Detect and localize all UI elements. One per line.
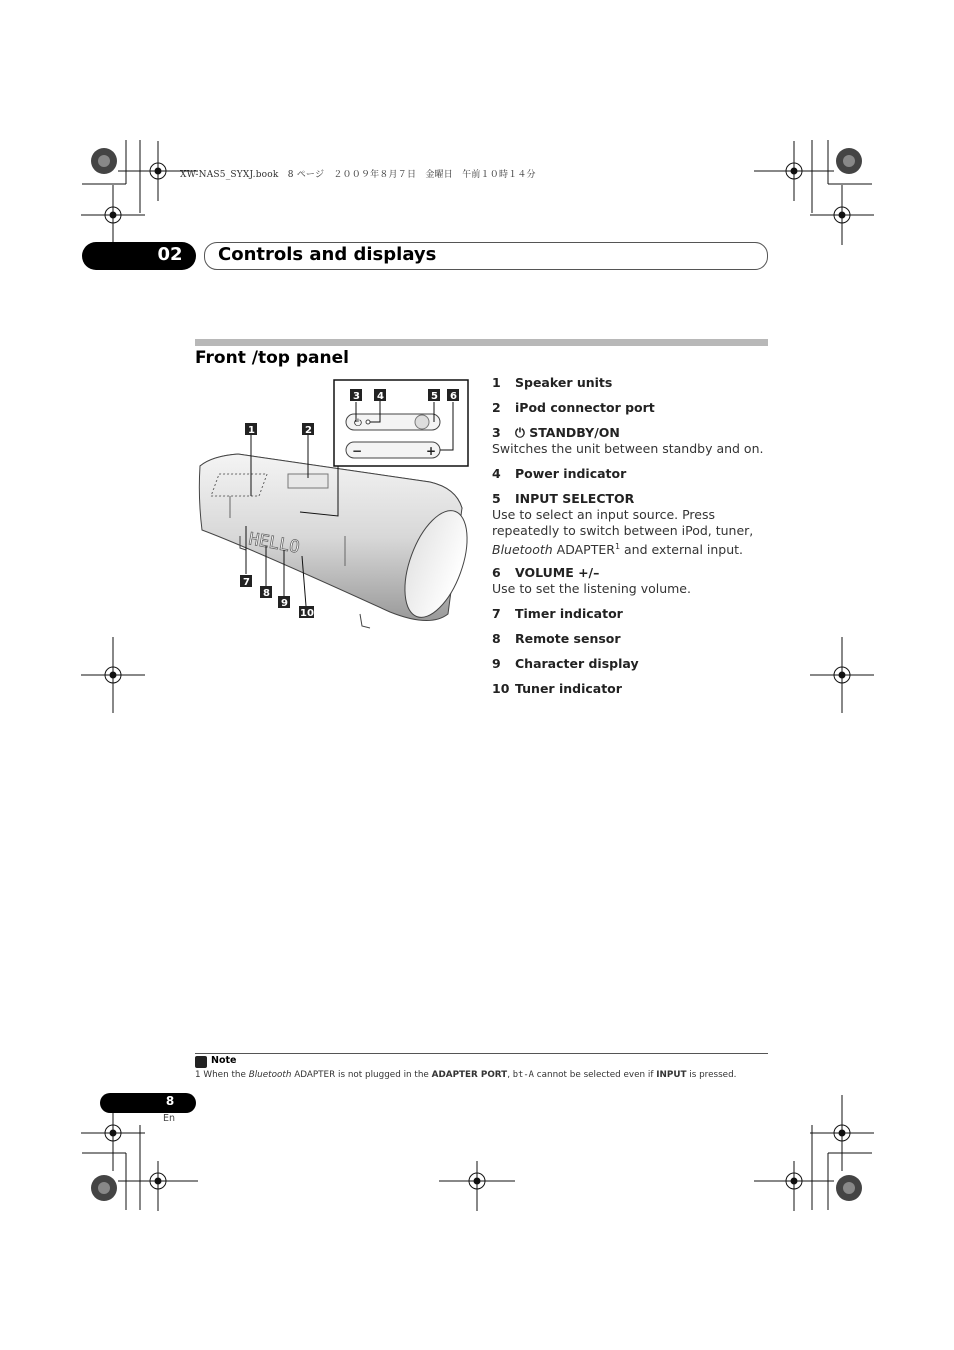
input-selector-inset[interactable]	[415, 415, 429, 429]
section-divider	[195, 339, 768, 346]
starburst-icon	[91, 148, 862, 1201]
note-title: Note	[211, 1055, 237, 1066]
volume-minus-icon: −	[352, 444, 363, 458]
callout-1	[245, 423, 257, 436]
callout-8	[260, 586, 272, 599]
page-language: En	[163, 1113, 176, 1124]
svg-text:8: 8	[263, 588, 270, 599]
item-tuner-indicator: 10 Tuner indicator	[492, 681, 622, 696]
item-character-display: 9 Character display	[492, 656, 639, 671]
svg-text:5: 5	[431, 391, 438, 402]
svg-text:1: 1	[248, 425, 255, 436]
item-timer-indicator: 7 Timer indicator	[492, 606, 623, 621]
svg-text:6: 6	[450, 391, 457, 402]
power-icon: ⏻	[354, 418, 362, 429]
svg-text:2: 2	[305, 425, 312, 436]
item-remote-sensor: 8 Remote sensor	[492, 631, 621, 646]
callout-7	[240, 575, 252, 588]
callout-10	[299, 606, 314, 619]
callout-9	[278, 596, 290, 609]
note-text: 1 When the Bluetooth ADAPTER is not plugged in the ADAPTER PORT, bt-A cannot be selected even if INPUT is pressed.	[195, 1070, 737, 1080]
page-number: 8	[165, 1094, 175, 1108]
callout-5	[428, 389, 440, 402]
item-ipod-connector: 2 iPod connector port	[492, 400, 655, 415]
item-volume-desc: Use to set the listening volume.	[492, 581, 691, 596]
registration-target-icon	[81, 141, 874, 1211]
callout-6	[447, 389, 459, 402]
chapter-title: Controls and displays	[218, 244, 437, 265]
chapter-number: 02	[157, 244, 183, 265]
svg-text:9: 9	[281, 598, 288, 609]
section-title: Front /top panel	[195, 348, 349, 368]
note-pencil-icon	[195, 1056, 207, 1068]
item-speaker-units: 1 Speaker units	[492, 375, 613, 390]
item-volume: 6 VOLUME +/–	[492, 565, 600, 580]
callout-3	[350, 389, 362, 402]
svg-text:4: 4	[377, 391, 384, 402]
volume-plus-icon: +	[426, 444, 437, 458]
note-rule	[195, 1053, 768, 1054]
power-indicator-inset	[366, 420, 370, 424]
svg-text:3: 3	[353, 391, 360, 402]
print-header: XW-NAS5_SYXJ.book 8 ページ ２００９年８月７日 金曜日 午前１０時１４分	[180, 170, 536, 180]
svg-text:7: 7	[243, 577, 250, 588]
item-standby-on: 3 ⏻ STANDBY/ON	[492, 425, 620, 440]
device-illustration	[190, 378, 480, 638]
item-power-indicator: 4 Power indicator	[492, 466, 627, 481]
item-standby-on-desc: Switches the unit between standby and on.	[492, 441, 764, 456]
item-input-selector-desc: Use to select an input source. Press repeatedly to switch between iPod, tuner, Bluetooth ADAPTER$^1$ and external input.	[492, 507, 754, 558]
display-text: HELLO	[247, 529, 302, 558]
callout-4	[374, 389, 386, 402]
callout-2	[302, 423, 314, 436]
foot-right	[360, 614, 370, 628]
item-input-selector: 5 INPUT SELECTOR	[492, 491, 635, 506]
svg-text:10: 10	[300, 608, 314, 619]
